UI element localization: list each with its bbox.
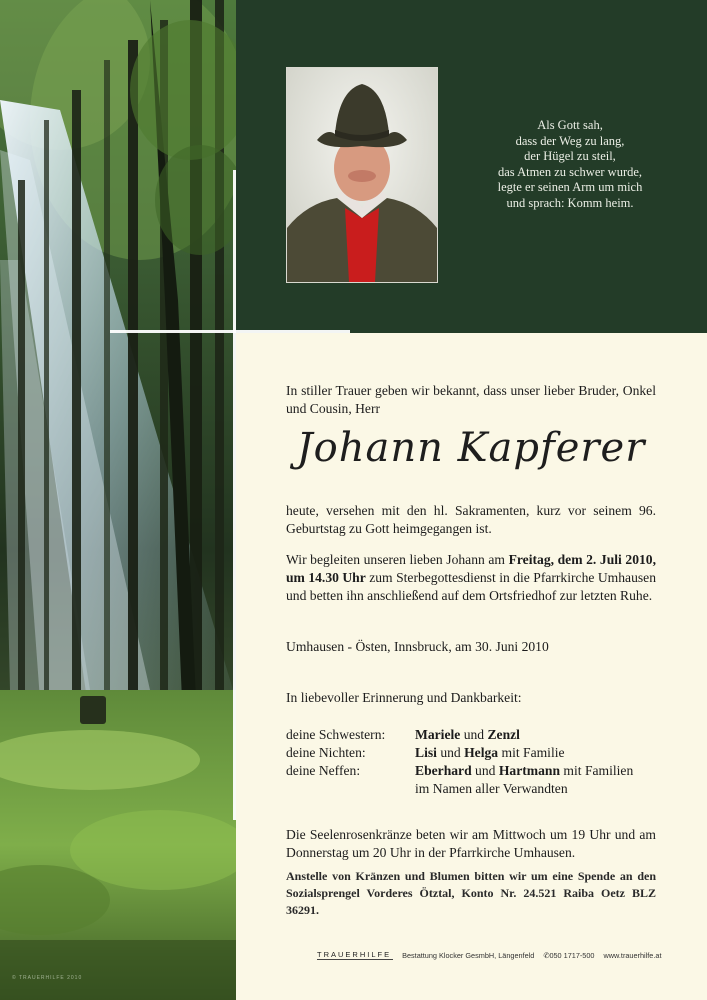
poem-line: und sprach: Komm heim. (506, 195, 634, 210)
relative-name: Zenzl (487, 727, 520, 742)
rosary-text: Die Seelenrosenkränze beten wir am Mittwoch um 19 Uhr und am Donnerstag um 20 Uhr in der Pfarrkirche Umhausen. (286, 827, 656, 860)
cross-horizontal (110, 330, 350, 333)
footer-company: Bestattung Klocker GesmbH, Längenfeld (402, 950, 535, 960)
footer (317, 950, 661, 960)
poem-line: Als Gott sah, (537, 118, 603, 132)
relative-name: Eberhard (415, 763, 472, 778)
relative-label: deine Nichten: (286, 745, 366, 760)
place-date: Umhausen - Östen, Innsbruck, am 30. Juni 2010 (286, 639, 549, 654)
deceased-name: Johann Kapferer (296, 425, 646, 471)
poem-line: der Hügel zu steil, (524, 149, 616, 163)
relative-rest: mit Familien (560, 763, 634, 778)
relatives-row (286, 726, 520, 744)
forest-photo (0, 0, 236, 1000)
trauerhilfe-logo: TRAUERHILFE (317, 950, 392, 959)
funeral-details (286, 551, 656, 605)
cross-vertical (233, 170, 236, 820)
relative-name: Mariele (415, 727, 461, 742)
relatives-row (286, 762, 633, 780)
footer-phone: ✆050 1717-500 (543, 950, 595, 960)
relative-name: Lisi (415, 745, 437, 760)
relative-name: Helga (464, 745, 499, 760)
photo-watermark: © TRAUERHILFE 2010 (12, 975, 83, 981)
poem-line: legte er seinen Arm um mich (497, 180, 643, 194)
funeral-details-after: zum Sterbegottesdienst in die Pfarrkirche Umhausen und betten ihn anschließend auf dem Ortsfriedhof zur letzten Ruhe. (286, 570, 656, 603)
funeral-details-before: Wir begleiten unseren lieben Johann am (286, 552, 509, 567)
poem-line: dass der Weg zu lang, (515, 133, 625, 148)
donation-text: Anstelle von Kränzen und Blumen bitten wir um eine Spende an den Sozialsprengel Vorderes Ötztal, Konto Nr. 24.521 Raiba Oetz BLZ 36291. (286, 869, 656, 917)
relative-rest: mit Familie (498, 745, 565, 760)
relative-name: Hartmann (498, 763, 561, 778)
relatives-row (286, 744, 565, 762)
relatives-row (286, 780, 568, 798)
relative-sep: und (436, 745, 465, 760)
poem-line: das Atmen zu schwer wurde, (497, 164, 643, 179)
poem (455, 118, 685, 211)
death-notice: heute, versehen mit den hl. Sakramenten, kurz vor seinem 96. Geburtstag zu Gott heimgegangen ist. (286, 503, 656, 536)
portrait-photo (286, 67, 438, 283)
funeral-date: Freitag, dem 2. Juli 2010, um 14.30 Uhr (286, 552, 656, 585)
relative-label: deine Schwestern: (286, 727, 386, 742)
intro-text: In stiller Trauer geben wir bekannt, dass unser lieber Bruder, Onkel und Cousin, Herr (286, 383, 656, 416)
footer-web: www.trauerhilfe.at (603, 950, 662, 960)
relatives-all: im Namen aller Verwandten (415, 781, 568, 796)
memory-line: In liebevoller Erinnerung und Dankbarkeit: (286, 690, 522, 705)
relative-sep: und (471, 763, 499, 778)
relative-label: deine Neffen: (286, 763, 361, 778)
relative-sep: und (460, 727, 488, 742)
